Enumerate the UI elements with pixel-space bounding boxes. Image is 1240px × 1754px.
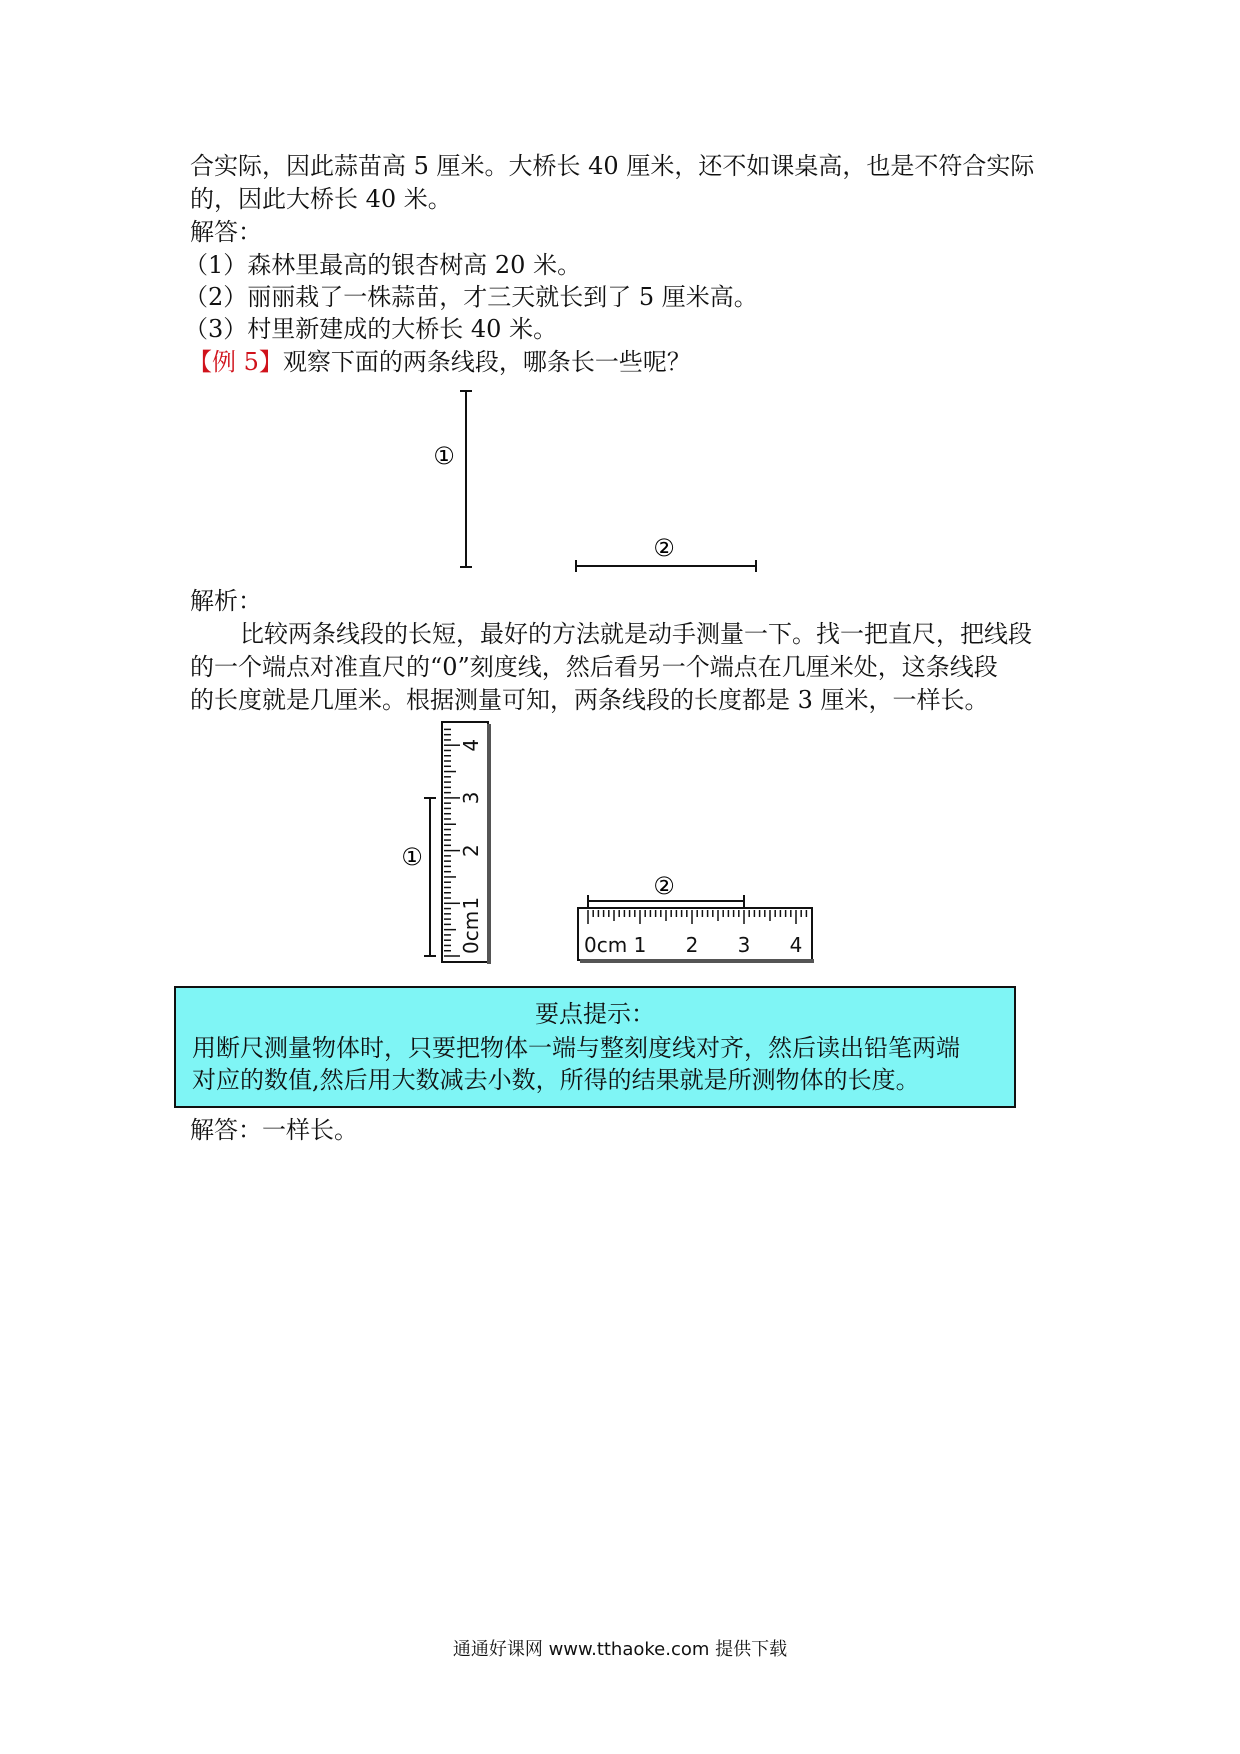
ruler-tick-label: 4: [459, 738, 483, 752]
ruler-tick-label: 3: [737, 933, 751, 957]
tip-line: 对应的数值,然后用大数减去小数，所得的结果就是所测物体的长度。: [192, 1066, 920, 1094]
example-question: 观察下面的两条线段，哪条长一些呢？: [282, 348, 691, 376]
ruler-tick-label: 0cm: [459, 910, 483, 954]
final-answer: 解答：一样长。: [190, 1116, 358, 1144]
ruler-tick-label: 2: [685, 933, 699, 957]
segments-figure: [420, 385, 770, 575]
segment-2-label: ②: [653, 534, 675, 562]
tip-body: [192, 1032, 960, 1096]
answer-item-2: （2）丽丽栽了一株蒜苗，才三天就长到了 5 厘米高。: [184, 283, 758, 311]
tip-title: 要点提示：: [535, 1000, 655, 1028]
example-heading: [188, 346, 691, 378]
ruler-tick-label: 1: [633, 933, 647, 957]
segment-1: [460, 391, 472, 567]
paragraph-line: 的长度就是几厘米。根据测量可知，两条线段的长度都是 3 厘米，一样长。: [190, 686, 989, 714]
text-line: 的，因此大桥长 40 米。: [190, 185, 452, 213]
answer-item-3: （3）村里新建成的大桥长 40 米。: [184, 315, 558, 343]
measured-segment-2-label: ②: [653, 872, 675, 900]
text-line: 合实际，因此蒜苗高 5 厘米。大桥长 40 厘米，还不如课桌高，也是不符合实际: [190, 152, 1035, 180]
paragraph-line: 比较两条线段的长短，最好的方法就是动手测量一下。找一把直尺，把线段: [240, 620, 1032, 648]
ruler-tick-label: 4: [789, 933, 803, 957]
rulers-figure: [390, 720, 830, 970]
answer-label: 解答：: [190, 218, 262, 246]
ruler-tick-label: 1: [459, 896, 483, 910]
tip-line: 用断尺测量物体时，只要把物体一端与整刻度线对齐，然后读出铅笔两端: [192, 1034, 960, 1062]
segment-1-label: ①: [433, 442, 455, 470]
paragraph-line: 的一个端点对准直尺的“0”刻度线，然后看另一个端点在几厘米处，这条线段: [190, 653, 998, 681]
example-tag: 【例 5】: [188, 348, 283, 376]
analysis-label: 解析：: [190, 587, 262, 615]
ruler-tick-label: 2: [459, 844, 483, 857]
ruler-tick-label: 0cm: [584, 933, 628, 957]
measured-segment-1-label: ①: [401, 843, 423, 871]
tip-box: [174, 986, 1016, 1108]
footer: 通通好课网 www.tthaoke.com 提供下载: [452, 1639, 788, 1660]
measured-segment-1: [424, 798, 436, 956]
ruler-tick-label: 3: [459, 791, 483, 805]
answer-item-1: （1）森林里最高的银杏树高 20 米。: [184, 251, 582, 279]
